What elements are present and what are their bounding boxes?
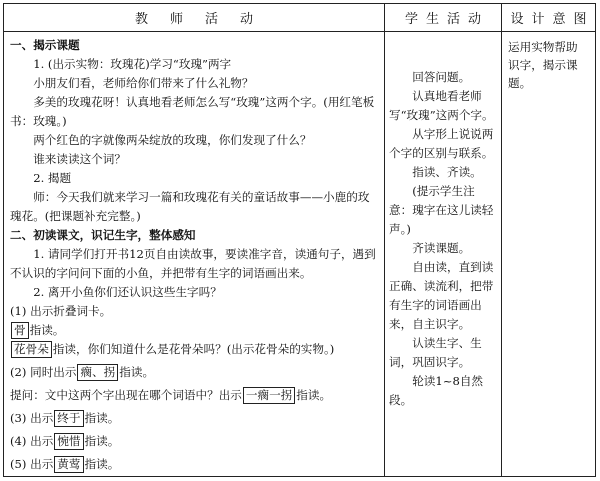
teacher-line: 2. 揭题 bbox=[33, 171, 72, 185]
teacher-line bbox=[10, 455, 378, 474]
student-line: 齐读课题。 bbox=[412, 241, 471, 255]
teacher-activity-cell bbox=[4, 32, 385, 477]
step-text: (3) 出示 bbox=[10, 411, 54, 425]
lesson-plan-table bbox=[3, 3, 596, 477]
header-design: 设计意图 bbox=[502, 4, 596, 32]
teacher-line: 2. 离开小鱼你们还认识这些生字吗？ bbox=[33, 285, 222, 299]
word-box: 骨 bbox=[11, 322, 29, 339]
teacher-line: 小朋友们看，老师给你们带来了什么礼物？ bbox=[33, 76, 254, 90]
step-text: 指读。 bbox=[119, 365, 155, 379]
step-text: 提问：文中这两个字出现在哪个词语中？出示 bbox=[10, 388, 242, 402]
content-row bbox=[4, 32, 596, 477]
teacher-line bbox=[10, 386, 378, 405]
teacher-line: 师：今天我们就来学习一篇和玫瑰花有关的童话故事——小鹿的玫瑰花。(把课题补充完整。) bbox=[10, 190, 370, 223]
student-line: 认读生字、生词，巩固识字。 bbox=[389, 336, 482, 369]
teacher-line: 多美的玫瑰花呀！认真地看老师怎么写“玫瑰”这两个字。(用红笔板书：玫瑰。) bbox=[10, 95, 375, 128]
header-student: 学生活动 bbox=[385, 4, 502, 32]
teacher-line bbox=[10, 409, 378, 428]
design-intent-cell bbox=[502, 32, 596, 477]
section-title-1: 一、揭示课题 bbox=[10, 38, 80, 52]
teacher-line: 1. 请同学们打开书12页自由读故事，要读准字音，读通句子，遇到不认识的字问问下面的小鱼，并把带有生字的词语画出来。 bbox=[10, 247, 376, 280]
teacher-line bbox=[10, 321, 378, 340]
teacher-line bbox=[10, 302, 378, 321]
teacher-line: 两个红色的字就像两朵绽放的玫瑰，你们发现了什么？ bbox=[33, 133, 312, 147]
teacher-line: 1. (出示实物：玫瑰花)学习“玫瑰”两字 bbox=[33, 57, 232, 71]
student-line: 指读、齐读。 bbox=[412, 165, 482, 179]
teacher-line bbox=[10, 432, 378, 451]
student-line: 从字形上说说两个字的区别与联系。 bbox=[389, 127, 494, 160]
step-text: 指读。 bbox=[84, 411, 120, 425]
step-text: 指读。 bbox=[84, 457, 120, 471]
teacher-line bbox=[10, 340, 378, 359]
teacher-line bbox=[10, 363, 378, 382]
word-box: 惋惜 bbox=[54, 433, 83, 450]
design-line: 运用实物帮助识字，揭示课题。 bbox=[508, 40, 578, 90]
step-text: 指读，你们知道什么是花骨朵吗？(出示花骨朵的实物。) bbox=[52, 342, 335, 356]
step-text: (4) 出示 bbox=[10, 434, 54, 448]
step-text: (1) 出示折叠词卡。 bbox=[10, 304, 112, 318]
word-box: 黄莺 bbox=[54, 456, 83, 473]
word-box: 瘸、拐 bbox=[77, 364, 118, 381]
student-line: 自由读，直到读正确、读流利，把带有生字的词语画出来，自主识字。 bbox=[389, 260, 494, 331]
header-row bbox=[4, 4, 596, 32]
step-text: 指读。 bbox=[296, 388, 332, 402]
section-title-2: 二、初读课文，识记生字，整体感知 bbox=[10, 228, 196, 242]
student-line: 轮读1~8自然段。 bbox=[389, 374, 484, 407]
word-box: 花骨朵 bbox=[11, 341, 52, 358]
teacher-line: 谁来读读这个词？ bbox=[33, 152, 126, 166]
step-text: 指读。 bbox=[29, 323, 65, 337]
student-activity-cell bbox=[385, 32, 502, 477]
word-box: 终于 bbox=[54, 410, 83, 427]
header-teacher: 教师活动 bbox=[4, 4, 385, 32]
word-box: 一瘸一拐 bbox=[243, 387, 295, 404]
student-line: 认真地看老师写“玫瑰”这两个字。 bbox=[389, 89, 494, 122]
student-line: 回答问题。 bbox=[412, 70, 471, 84]
student-line: (提示学生注意：瑰字在这儿读轻声。) bbox=[389, 184, 494, 236]
step-text: 指读。 bbox=[84, 434, 120, 448]
step-text: (5) 出示 bbox=[10, 457, 54, 471]
step-text: (2) 同时出示 bbox=[10, 365, 77, 379]
